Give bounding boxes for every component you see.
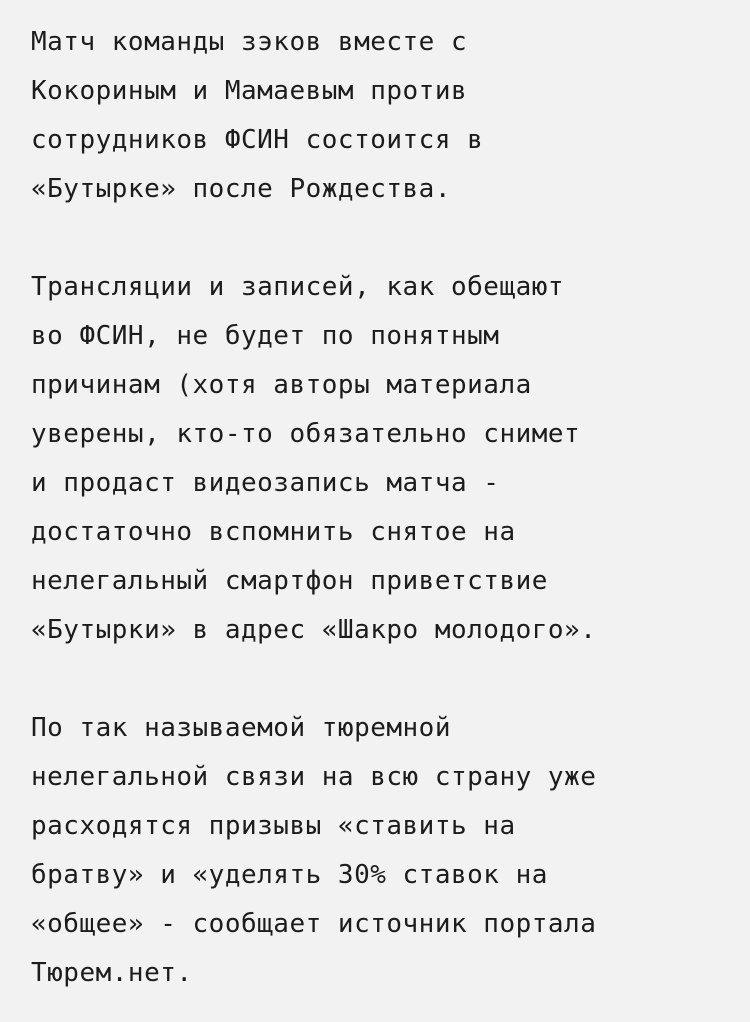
text-line: достаточно вспомнить снятое на	[31, 517, 516, 547]
text-line: расходятся призывы «ставить на	[31, 811, 516, 841]
text-line: «Бутырке» после Рождества.	[31, 174, 451, 204]
text-line: нелегальной связи на всю страну уже	[31, 762, 597, 792]
text-line: Тюрем.нет.	[31, 958, 193, 988]
text-line: По так называемой тюремной	[31, 713, 451, 743]
text-line: Кокориным и Мамаевым против	[31, 76, 468, 106]
paragraph-no-broadcast	[31, 263, 720, 655]
text-line: сотрудников ФСИН состоится в	[31, 125, 484, 155]
text-line: братву» и «уделять 30% ставок на	[31, 860, 548, 890]
text-line: и продаст видеозапись матча -	[31, 468, 500, 498]
text-line: во ФСИН, не будет по понятным	[31, 321, 500, 351]
text-line: причинам (хотя авторы материала	[31, 370, 532, 400]
text-line: «общее» - сообщает источник портала	[31, 909, 597, 939]
text-line: уверены, кто-то обязательно снимет	[31, 419, 581, 449]
paragraph-betting-calls	[31, 704, 720, 998]
text-line: Матч команды зэков вместе с	[31, 27, 468, 57]
text-line: Трансляции и записей, как обещают	[31, 272, 565, 302]
paragraph-match-announcement	[31, 18, 720, 214]
text-line: нелегальный смартфон приветствие	[31, 566, 548, 596]
text-line: «Бутырки» в адрес «Шакро молодого».	[31, 615, 597, 645]
